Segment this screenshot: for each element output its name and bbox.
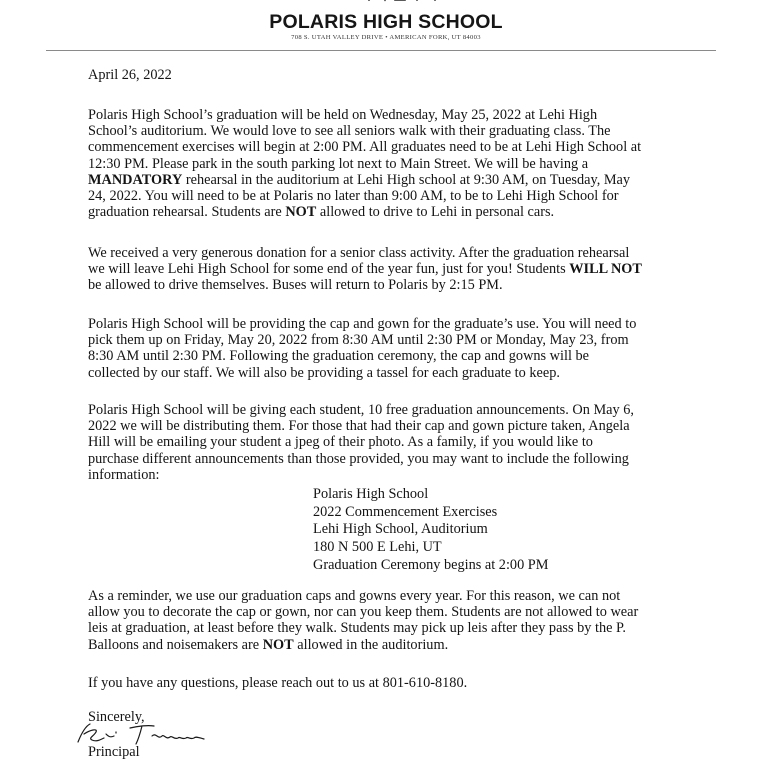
letterhead	[0, 0, 762, 60]
text-fragment: rehearsal in the auditorium at Lehi High school at 9:30 AM, on Tuesday, May	[182, 171, 631, 188]
text-line	[88, 172, 641, 188]
text-line: Polaris High School will be providing the cap and gown for the graduate’s use. You will need to	[88, 316, 637, 332]
school-address: 708 S. UTAH VALLEY DRIVE • AMERICAN FORK, UT 84003	[291, 34, 481, 41]
text-line: purchase different announcements than those provided, you may want to include the following	[88, 450, 629, 467]
text-fragment: allowed in the auditorium.	[293, 636, 449, 653]
text-line: commencement exercises will begin at 2:00 PM. All graduates need to be at Lehi High School at	[88, 139, 642, 156]
text-fragment: graduation rehearsal. Students are	[88, 204, 286, 221]
announcement-line: Lehi High School, Auditorium	[313, 521, 488, 538]
announcement-line: 2022 Commencement Exercises	[313, 503, 498, 520]
closing-salutation: Sincerely,	[88, 709, 145, 725]
paragraph-reminder	[88, 588, 638, 653]
text-line: leis at graduation, at least before they walk. Students may pick up leis after they pass by the P.	[88, 620, 626, 637]
signer-title: Principal	[88, 744, 140, 760]
text-line: We received a very generous donation for a senior class activity. After the graduation rehearsal	[88, 245, 630, 261]
text-line	[88, 637, 638, 653]
emphasis-text: NOT	[262, 636, 294, 653]
school-crest-logo	[355, 0, 455, 4]
text-line: 24, 2022. You will need to be at Polaris no later than 9:00 AM, to be to Lehi High School for	[88, 188, 619, 205]
paragraph-questions	[88, 675, 467, 691]
text-line	[88, 204, 641, 220]
text-line: Polaris High School will be giving each student, 10 free graduation announcements. On May 6,	[88, 402, 634, 418]
text-line: information:	[88, 466, 160, 483]
paragraph-cap-and-gown	[88, 316, 636, 381]
paragraph-graduation	[88, 107, 641, 220]
text-line: pick them up on Friday, May 20, 2022 from 8:30 AM until 2:30 PM or Monday, May 23, from	[88, 332, 629, 349]
text-line: Hill will be emailing your student a jpeg of their photo. As a family, if you would like to	[88, 434, 593, 451]
announcement-line: Graduation Ceremony begins at 2:00 PM	[313, 556, 549, 573]
emphasis-text: MANDATORY	[88, 171, 183, 188]
text-fragment: allowed to drive to Lehi in personal cars.	[316, 204, 555, 221]
paragraph-senior-activity	[88, 245, 642, 294]
text-line: School’s auditorium. We would love to see all seniors walk with their graduating class. The	[88, 123, 611, 140]
school-name: POLARIS HIGH SCHOOL	[269, 11, 503, 33]
text-line: If you have any questions, please reach out to us at 801-610-8180.	[88, 675, 468, 691]
announcement-info-block	[313, 486, 548, 575]
text-line: 12:30 PM. Please park in the south parking lot next to Main Street. We will be having a	[88, 155, 589, 172]
text-line: 8:30 AM until 2:30 PM. Following the graduation ceremony, the cap and gowns will be	[88, 348, 589, 365]
letter-date: April 26, 2022	[88, 67, 172, 83]
text-line: 2022 we will be distributing them. For those that had their cap and gown picture taken, Angela	[88, 418, 630, 435]
text-line: As a reminder, we use our graduation caps and gowns every year. For this reason, we can not	[88, 588, 621, 604]
text-line: collected by our staff. We will also be providing a tassel for each graduate to keep.	[88, 364, 560, 381]
text-line: be allowed to drive themselves. Buses will return to Polaris by 2:15 PM.	[88, 277, 503, 294]
emphasis-text: NOT	[285, 204, 317, 221]
text-line	[88, 261, 642, 277]
announcement-line: 180 N 500 E Lehi, UT	[313, 539, 442, 556]
text-fragment: we will leave Lehi High School for some end of the year fun, just for you! Students	[88, 261, 570, 278]
text-fragment: Balloons and noisemakers are	[88, 636, 263, 653]
announcement-line: Polaris High School	[313, 486, 429, 502]
emphasis-text: WILL NOT	[569, 261, 642, 278]
text-line: Polaris High School’s graduation will be held on Wednesday, May 25, 2022 at Lehi High	[88, 107, 598, 123]
paragraph-announcements	[88, 402, 634, 483]
letterhead-divider	[46, 50, 716, 51]
text-line: allow you to decorate the cap or gown, nor can you keep them. Students are not allowed to wear	[88, 604, 639, 621]
